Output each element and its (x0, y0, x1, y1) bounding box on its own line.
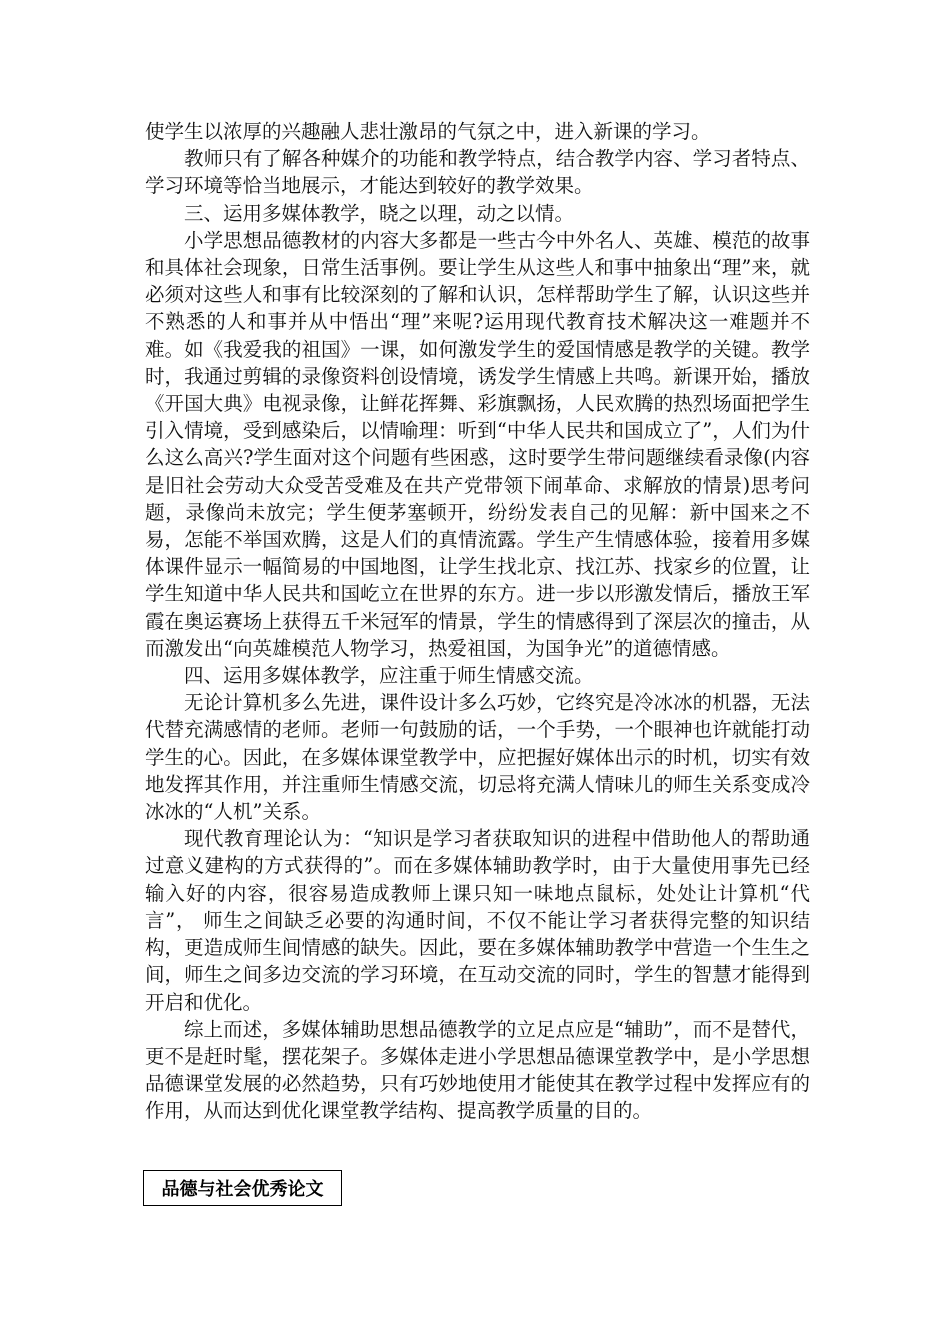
paragraph: 小学思想品德教材的内容大多都是一些古今中外名人、英雄、模范的故事和具体社会现象，日常生活事例。要让学生从这些人和事中抽象出“理”来，就必须对这些人和事有比较深刻的了解和认识，怎样帮助学生了解，认识这些并不熟悉的人和事并从中悟出“理”来呢?运用现代教育技术解决这一难题并不难。如《我爱我的祖国》一课，如何激发学生的爱国情感是教学的关键。教学时，我通过剪辑的录像资料创设情境，诱发学生情感上共鸣。新课开始，播放《开国大典》电视录像，让鲜花挥舞、彩旗飘扬，人民欢腾的热烈场面把学生引入情境，受到感染后，以情喻理：听到“中华人民共和国成立了”，人们为什么这么高兴?学生面对这个问题有些困惑，这时要学生带问题继续看录像(内容是旧社会劳动大众受苦受难及在共产党带领下闹革命、求解放的情景)思考问题，录像尚未放完；学生便茅塞顿开，纷纷发表自己的见解：新中国来之不易，怎能不举国欢腾，这是人们的真情流露。学生产生情感体验，接着用多媒体课件显示一幅简易的中国地图，让学生找北京、找江苏、找家乡的位置，让学生知道中华人民共和国屹立在世界的东方。进一步以形激发情后，播放王军霞在奥运赛场上获得五千米冠军的情景，学生的情感得到了深层次的撞击，从而激发出“向英雄模范人物学习，热爱祖国，为国争光”的道德情感。 (145, 228, 810, 660)
paragraph-continuation: 使学生以浓厚的兴趣融人悲壮激昂的气氛之中，进入新课的学习。 (145, 120, 711, 143)
conclusion-paragraph: 综上而述，多媒体辅助思想品德教学的立足点应是“辅助”，而不是替代，更不是赶时髦，摆花架子。多媒体走进小学思想品德课堂教学中，是小学思想品德课堂发展的必然趋势，只有巧妙地使用才能使其在教学过程中发挥应有的作用，从而达到优化课堂教学结构、提高教学质量的目的。 (145, 1017, 810, 1123)
category-tag-box (143, 1170, 342, 1206)
article-body (145, 118, 810, 1125)
section-heading-3: 三、运用多媒体教学，晓之以理，动之以情。 (184, 201, 575, 225)
paragraph: 现代教育理论认为：“知识是学习者获取知识的进程中借助他人的帮助通过意义建构的方式获得的”。而在多媒体辅助教学时，由于大量使用事先已经输入好的内容，很容易造成教师上课只知一味地点鼠标，处处让计算机“代言”， 师生之间缺乏必要的沟通时间，不仅不能让学习者获得完整的知识结构，更造成师生间情感的缺失。因此，要在多媒体辅助教学中营造一个生生之间，师生之间多边交流的学习环境，在互动交流的同时，学生的智慧才能得到开启和优化。 (145, 827, 810, 1014)
category-tag-label: 品德与社会优秀论文 (161, 1179, 324, 1200)
section-heading-4: 四、运用多媒体教学，应注重于师生情感交流。 (184, 664, 594, 688)
paragraph: 教师只有了解各种媒介的功能和教学特点，结合教学内容、学习者特点、学习环境等恰当地展示，才能达到较好的教学效果。 (145, 147, 810, 198)
paragraph: 无论计算机多么先进，课件设计多么巧妙，它终究是冷冰冰的机器，无法代替充满感情的老师。老师一句鼓励的话，一个手势，一个眼神也许就能打动学生的心。因此，在多媒体课堂教学中，应把握好媒体出示的时机，切实有效地发挥其作用，并注重师生情感交流，切忌将充满人情味儿的师生关系变成冷冰冰的“人机”关系。 (145, 691, 810, 824)
